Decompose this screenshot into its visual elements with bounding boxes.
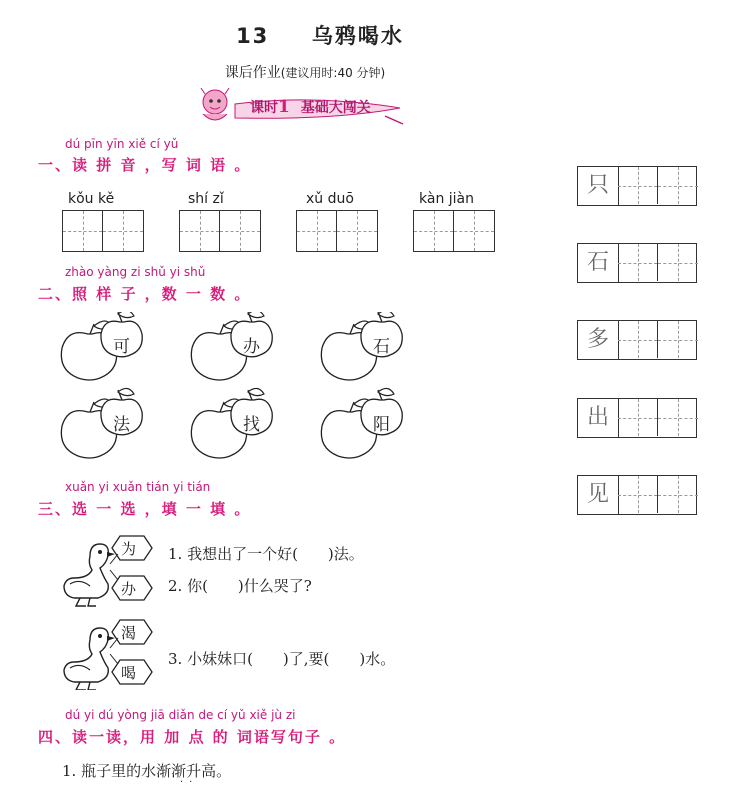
duck-illustration <box>60 530 160 690</box>
banner-number: 1 <box>278 97 290 117</box>
option-char: 为 <box>121 540 137 558</box>
example-sentence: 1. 瓶子里的水渐渐升高。 <box>62 762 232 780</box>
writing-grid[interactable] <box>179 210 261 252</box>
apple-char: 办 <box>243 337 260 357</box>
side-char-grid[interactable] <box>577 166 697 206</box>
banner-title <box>250 97 371 117</box>
apple-char: 石 <box>373 337 390 357</box>
side-char: 见 <box>578 476 619 514</box>
lesson-title <box>0 20 640 50</box>
section4-pinyin: dú yi dú yòng jiā diǎn de cí yǔ xiě jù zi <box>65 708 296 722</box>
side-char-grid[interactable] <box>577 243 697 283</box>
writing-grid[interactable] <box>62 210 144 252</box>
side-char: 石 <box>578 244 619 282</box>
lesson-name: 乌鸦喝水 <box>311 24 404 48</box>
side-char: 只 <box>578 167 619 205</box>
pinyin-word: kàn jiàn <box>419 191 474 207</box>
section1-title: 一、读 拼 音 ，写 词 语 。 <box>38 156 252 174</box>
section3-title: 三、选 一 选 ，填 一 填 。 <box>38 500 252 518</box>
homework-subtitle <box>0 62 610 82</box>
side-char-grid[interactable] <box>577 475 697 515</box>
side-char: 出 <box>578 399 619 437</box>
pinyin-word: kǒu kě <box>68 191 115 207</box>
apple-char: 找 <box>243 415 260 435</box>
side-char: 多 <box>578 321 619 359</box>
apple-char: 可 <box>113 337 130 357</box>
fill-sentence: 3. 小妹妹口( )了,要( )水。 <box>168 650 396 668</box>
section2-pinyin: zhào yàng zi shǔ yi shǔ <box>65 265 206 279</box>
option-char: 喝 <box>121 664 137 682</box>
banner-label: 课时 <box>250 100 278 116</box>
apple-char: 法 <box>113 415 130 435</box>
emphasis-dots: ·· <box>180 777 199 788</box>
section1-pinyin: dú pīn yīn xiě cí yǔ <box>65 137 179 151</box>
section2-title: 二、照 样 子 ，数 一 数 。 <box>38 285 252 303</box>
writing-grid[interactable] <box>296 210 378 252</box>
section3-pinyin: xuǎn yi xuǎn tián yi tián <box>65 480 211 494</box>
pinyin-word: xǔ duō <box>306 191 354 207</box>
side-char-grid[interactable] <box>577 320 697 360</box>
side-char-grid[interactable] <box>577 398 697 438</box>
option-char: 渴 <box>121 624 137 642</box>
fill-sentence: 1. 我想出了一个好( )法。 <box>168 545 364 563</box>
apple-char: 阳 <box>373 415 390 435</box>
banner-tail: 基础大闯关 <box>300 100 371 116</box>
section4-title: 四、读一读，用 加 点 的 词语写句子 。 <box>38 728 347 746</box>
option-char: 办 <box>121 580 137 598</box>
pinyin-word: shí zǐ <box>188 191 224 207</box>
writing-grid[interactable] <box>413 210 495 252</box>
subtitle-time-note: (建议用时:40 分钟) <box>280 66 386 80</box>
lesson-number: 13 <box>236 24 270 48</box>
fill-sentence: 2. 你( )什么哭了? <box>168 577 312 595</box>
subtitle-main: 课后作业 <box>224 65 281 81</box>
